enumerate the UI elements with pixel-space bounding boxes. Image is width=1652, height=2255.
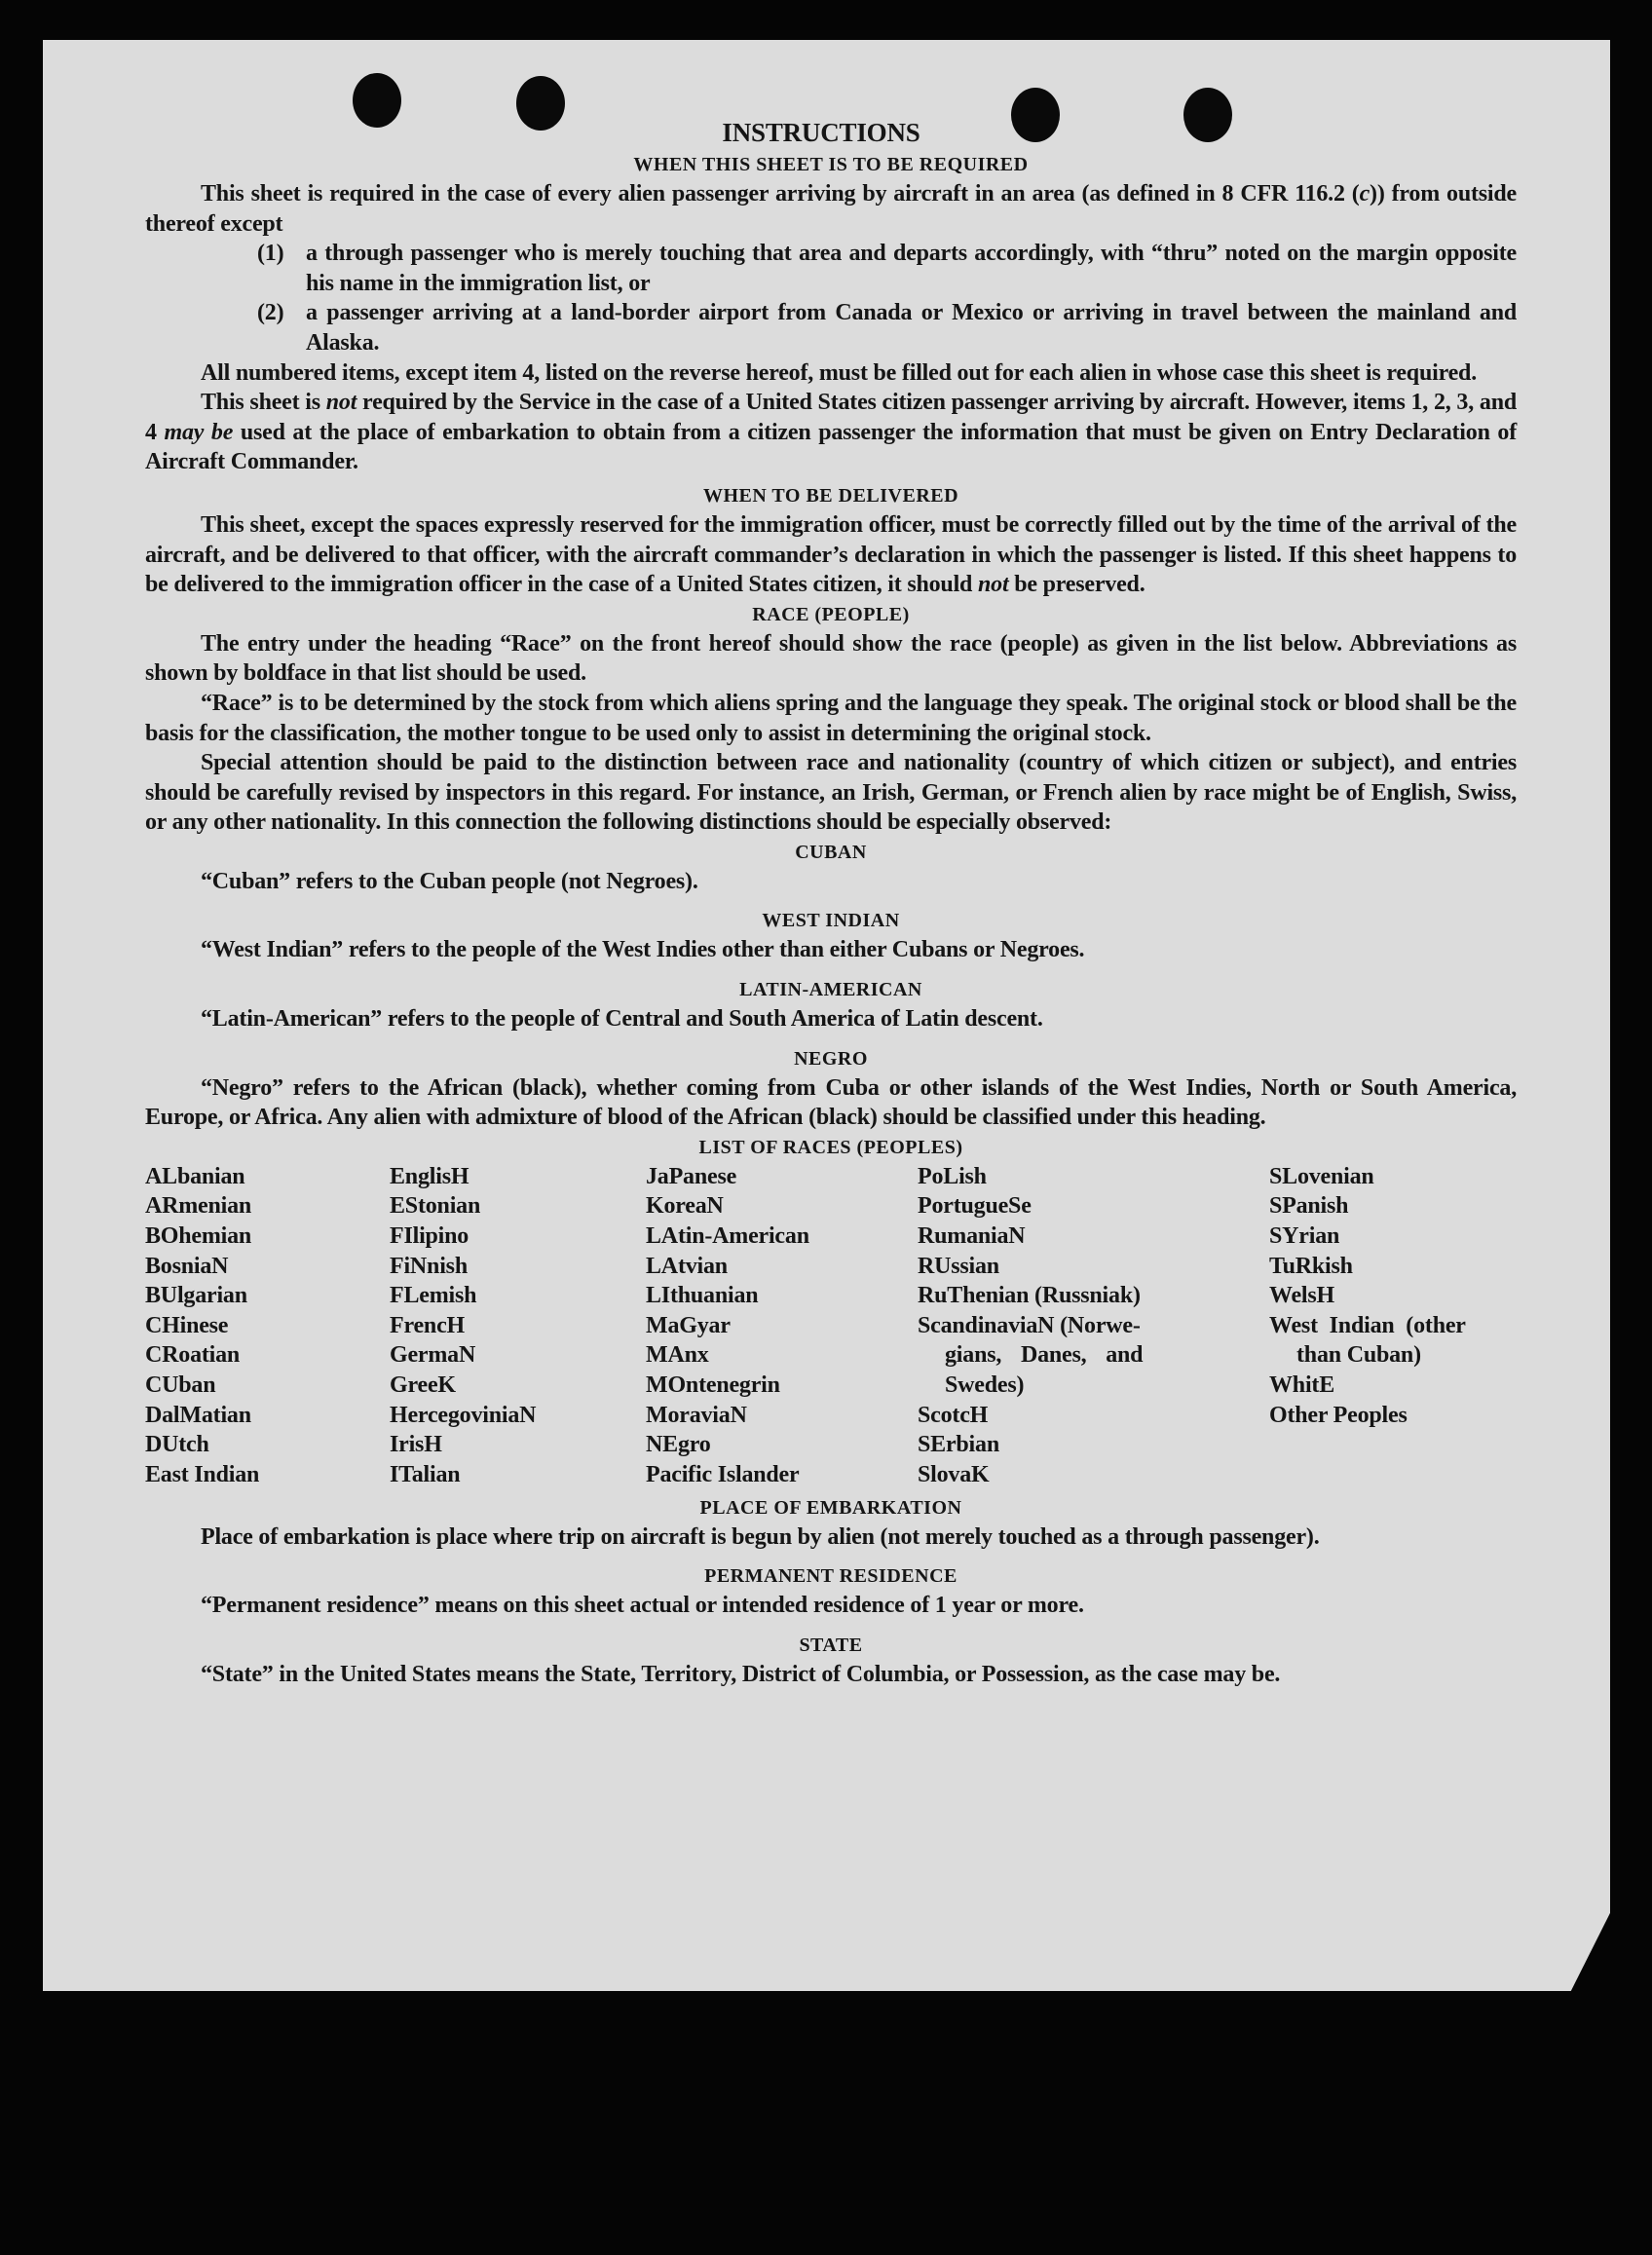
race-item: GermaN xyxy=(390,1342,476,1369)
races-column xyxy=(646,1162,809,1490)
paragraph xyxy=(145,179,1517,239)
text: used at the place of embarkation to obtain from a citizen passenger the information that must be given on Entry Declaration of Aircraft Commander. xyxy=(145,419,1518,475)
text: This sheet, except the spaces expressly reserved for the immigration officer, must be correctly filled out by the time of the arrival of the aircraft, and be delivered to that officer, with the aircraft commander’s declaration in which the passenger is listed. If this sheet happens to be delivered to the immigration officer in the case of a United States citizen, it should xyxy=(145,511,1517,598)
section-heading: PLACE OF EMBARKATION xyxy=(699,1496,962,1519)
paragraph: “Latin-American” refers to the people of Central and South America of Latin descent. xyxy=(201,1006,1043,1033)
section-heading: RACE (PEOPLE) xyxy=(752,603,910,625)
section-heading: WEST INDIAN xyxy=(762,910,900,932)
race-item: FLemish xyxy=(390,1283,477,1309)
section-heading: WHEN TO BE DELIVERED xyxy=(702,484,959,507)
race-item: CUban xyxy=(145,1372,216,1398)
section-heading: CUBAN xyxy=(795,841,867,863)
races-column xyxy=(145,1162,259,1490)
races-column xyxy=(1269,1162,1466,1430)
paragraph: “Cuban” refers to the Cuban people (not Negroes). xyxy=(201,868,698,894)
race-item: LAtin-American xyxy=(646,1223,809,1250)
race-item: MAnx xyxy=(646,1342,709,1369)
list-item xyxy=(145,298,1517,357)
race-item: Swedes) xyxy=(945,1372,1025,1398)
race-item: LAtvian xyxy=(646,1253,728,1279)
paragraph: All numbered items, except item 4, listed on the reverse hereof, must be filled out for each alien in whose case this sheet is required. xyxy=(201,359,1477,386)
race-item: than Cuban) xyxy=(1296,1342,1421,1369)
section-heading: NEGRO xyxy=(794,1047,868,1070)
list-item xyxy=(145,239,1517,298)
races-column xyxy=(918,1162,1143,1490)
text: c xyxy=(1359,181,1370,207)
race-item: ARmenian xyxy=(145,1193,252,1220)
race-item: HercegoviniaN xyxy=(390,1402,537,1428)
paragraph: “Permanent residence” means on this sheet actual or intended residence of 1 year or more. xyxy=(201,1593,1084,1619)
race-item: FrencH xyxy=(390,1312,465,1338)
section-heading: WHEN THIS SHEET IS TO BE REQUIRED xyxy=(633,154,1029,175)
text: may be xyxy=(164,419,234,445)
item-text: a through passenger who is merely touching that area and departs accordingly, with “thru” noted on the margin opposite his name in the immigration list, or xyxy=(306,241,1517,296)
text: be preserved. xyxy=(1008,572,1145,598)
section-heading: STATE xyxy=(799,1635,863,1657)
race-item: BOhemian xyxy=(145,1223,252,1250)
text: not xyxy=(325,390,357,416)
race-item: TuRkish xyxy=(1269,1253,1353,1279)
race-item: EnglisH xyxy=(390,1163,469,1189)
race-item: FIlipino xyxy=(390,1223,469,1250)
race-item: ALbanian xyxy=(145,1163,245,1189)
race-item: EStonian xyxy=(390,1193,481,1220)
paragraph: “State” in the United States means the State, Territory, District of Columbia, or Possession, as the case may be. xyxy=(201,1662,1281,1688)
paragraph: “Negro” refers to the African (black), whether coming from Cuba or other islands of the West Indies, North or South America, Europe, or Africa. Any alien with admixture of blood of the African (black) should be classified under this heading. xyxy=(145,1074,1517,1131)
race-item: ITalian xyxy=(390,1461,461,1487)
race-item: RuThenian (Russniak) xyxy=(918,1283,1141,1309)
race-item: ScandinaviaN (Norwe- xyxy=(918,1312,1141,1338)
race-item: SPanish xyxy=(1269,1193,1349,1220)
race-item: RumaniaN xyxy=(918,1223,1026,1250)
race-item: WhitE xyxy=(1269,1372,1335,1398)
instructions-body xyxy=(145,115,1517,1690)
race-item: MOntenegrin xyxy=(646,1372,780,1398)
race-item: MoraviaN xyxy=(646,1402,747,1428)
race-item: NEgro xyxy=(646,1432,711,1458)
paragraph xyxy=(145,388,1517,477)
race-item: SlovaK xyxy=(918,1461,990,1487)
item-text: a passenger arriving at a land-border airport from Canada or Mexico or arriving in travel between the mainland and Alaska. xyxy=(306,300,1517,356)
race-item: JaPanese xyxy=(646,1163,737,1189)
section-heading: PERMANENT RESIDENCE xyxy=(704,1565,957,1588)
races-column xyxy=(390,1162,536,1490)
paragraph xyxy=(145,510,1517,600)
race-item: West Indian (other xyxy=(1269,1312,1466,1338)
paragraph: Place of embarkation is place where trip on aircraft is begun by alien (not merely touched as a through passenger). xyxy=(201,1523,1320,1550)
section-heading: LIST OF RACES (PEOPLES) xyxy=(698,1136,963,1158)
text: This sheet is xyxy=(201,390,326,416)
item-number: (2) xyxy=(257,300,284,326)
race-item: SYrian xyxy=(1269,1223,1340,1250)
page-title: INSTRUCTIONS xyxy=(722,118,920,147)
race-item: LIthuanian xyxy=(646,1283,759,1309)
item-number: (1) xyxy=(257,241,284,267)
paragraph: “West Indian” refers to the people of the West Indies other than either Cubans or Negroes. xyxy=(201,937,1085,963)
race-item: DalMatian xyxy=(145,1402,251,1428)
race-item: ScotcH xyxy=(918,1402,989,1428)
race-item: IrisH xyxy=(390,1432,442,1458)
paragraph: “Race” is to be determined by the stock from which aliens spring and the language they speak. The original stock or blood shall be the basis for the classification, the mother tongue to be used only to assist in determining the original stock. xyxy=(145,690,1517,746)
text: required by the Service in the case of a United States citizen passenger arriving by aircraft. However, items 1, 2, 3, and 4 xyxy=(145,390,1517,445)
races-list xyxy=(145,1162,1517,1493)
race-item: SErbian xyxy=(918,1432,999,1458)
section-heading: LATIN-AMERICAN xyxy=(739,979,922,1001)
text: not xyxy=(978,572,1009,598)
race-item: PortugueSe xyxy=(918,1193,1032,1220)
race-item: Pacific Islander xyxy=(646,1461,800,1487)
race-item: CHinese xyxy=(145,1312,229,1338)
race-item: CRoatian xyxy=(145,1342,241,1369)
race-item: BosniaN xyxy=(145,1253,229,1279)
text: This sheet is required in the case of every alien passenger arriving by aircraft in an area (as defined in 8 CFR 116.2 ( xyxy=(201,181,1360,207)
race-item: PoLish xyxy=(918,1163,987,1189)
race-item: RUssian xyxy=(918,1253,999,1279)
race-item: Other Peoples xyxy=(1269,1402,1408,1428)
race-item: MaGyar xyxy=(646,1312,731,1338)
race-item: gians, Danes, and xyxy=(945,1342,1144,1369)
race-item: BUlgarian xyxy=(145,1283,247,1309)
text: )) from outside thereof except xyxy=(145,181,1517,237)
race-item: GreeK xyxy=(390,1372,456,1398)
race-item: FiNnish xyxy=(390,1253,468,1279)
paragraph: Special attention should be paid to the distinction between race and nationality (country of which citizen or subject), and entries should be carefully revised by inspectors in this regard. For instance, an Irish, German, or French alien by race might be of English, Swiss, or any other nationality. In this connection the following distinctions should be especially observed: xyxy=(145,750,1517,836)
race-item: DUtch xyxy=(145,1432,209,1458)
race-item: East Indian xyxy=(145,1461,260,1487)
race-item: WelsH xyxy=(1269,1283,1335,1309)
race-item: KoreaN xyxy=(646,1193,724,1220)
paragraph: The entry under the heading “Race” on the front hereof should show the race (people) as given in the list below. Abbreviations as shown by boldface in that list should be used. xyxy=(145,630,1517,687)
race-item: SLovenian xyxy=(1269,1163,1374,1189)
